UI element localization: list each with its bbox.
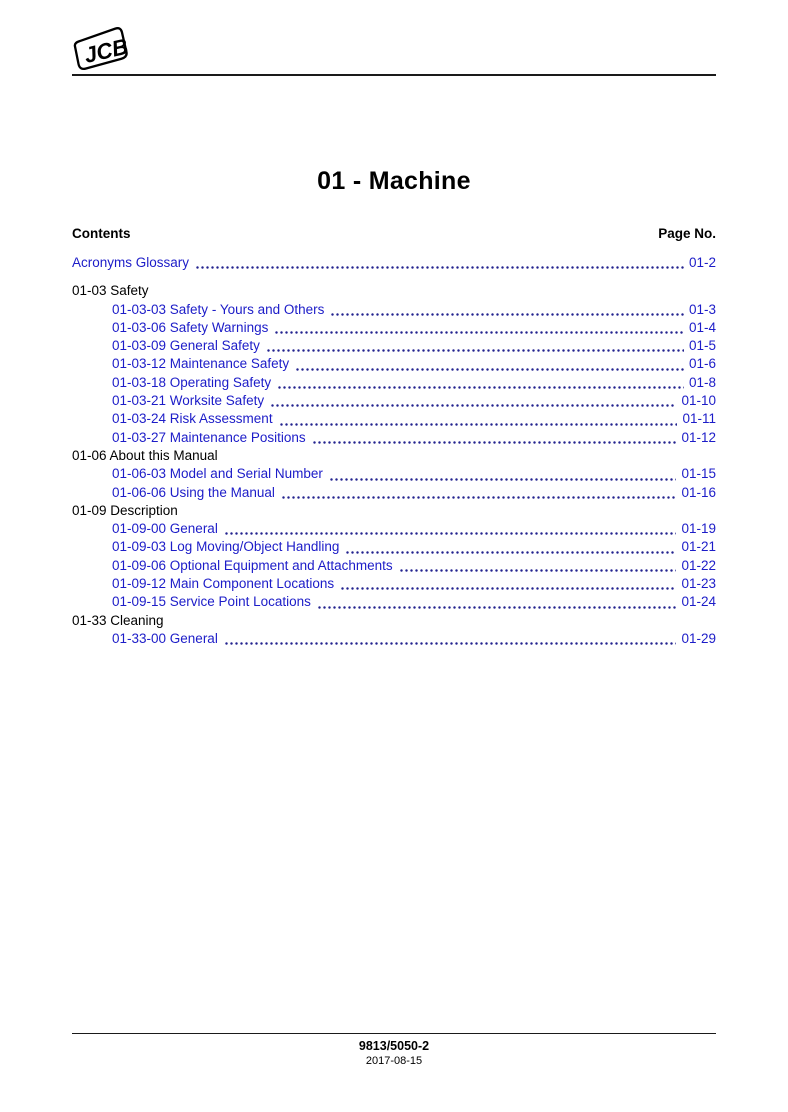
toc-section-heading: 01-03 Safety	[72, 283, 149, 299]
toc-entry-label[interactable]: 01-03-09 General Safety	[112, 338, 260, 354]
page-title: 01 - Machine	[317, 167, 471, 195]
toc-entry-page[interactable]: 01-6	[688, 356, 716, 372]
toc-header	[72, 225, 716, 243]
toc-section	[72, 447, 716, 502]
toc-entry-label[interactable]: 01-03-21 Worksite Safety	[112, 393, 265, 409]
dotted-leader	[330, 313, 684, 316]
toc-entry-page[interactable]: 01-12	[681, 429, 716, 445]
toc-entry[interactable]	[72, 520, 716, 538]
dotted-leader	[340, 587, 676, 590]
toc-entry-label[interactable]: 01-09-15 Service Point Locations	[112, 594, 311, 610]
dotted-leader	[224, 642, 677, 645]
toc-entry-page[interactable]: 01-24	[681, 594, 716, 610]
toc-entry-page[interactable]: 01-29	[681, 630, 716, 646]
toc-entry-label[interactable]: 01-03-27 Maintenance Positions	[112, 429, 306, 445]
footer-rule	[72, 1033, 716, 1034]
dotted-leader	[345, 551, 676, 554]
toc-entry[interactable]	[72, 484, 716, 502]
table-of-contents	[72, 225, 716, 648]
toc-entry[interactable]	[72, 410, 716, 428]
dotted-leader	[399, 569, 677, 572]
toc-entry[interactable]	[72, 538, 716, 556]
toc-entry[interactable]	[72, 392, 716, 410]
toc-section-heading: 01-33 Cleaning	[72, 612, 164, 628]
dotted-leader	[195, 266, 684, 269]
toc-entry[interactable]	[72, 593, 716, 611]
toc-entry-page[interactable]: 01-21	[681, 539, 716, 555]
toc-entry-label[interactable]: Acronyms Glossary	[72, 255, 190, 270]
toc-entry-page[interactable]: 01-11	[682, 411, 716, 427]
dotted-leader	[266, 349, 684, 352]
dotted-leader	[224, 532, 677, 535]
toc-entry[interactable]	[72, 557, 716, 575]
toc-body	[72, 254, 716, 648]
dotted-leader	[329, 478, 677, 481]
dotted-leader	[312, 441, 677, 444]
dotted-leader	[279, 423, 678, 426]
toc-entry-label[interactable]: 01-09-12 Main Component Locations	[112, 576, 335, 592]
dotted-leader	[274, 331, 684, 334]
toc-section-heading: 01-06 About this Manual	[72, 447, 218, 463]
toc-entry-page[interactable]: 01-8	[688, 374, 716, 390]
toc-entry[interactable]	[72, 429, 716, 447]
toc-entry-label[interactable]: 01-03-03 Safety - Yours and Others	[112, 301, 325, 317]
toc-section	[72, 282, 716, 447]
toc-entry-label[interactable]: 01-06-06 Using the Manual	[112, 484, 275, 500]
toc-entry-label[interactable]: 01-03-06 Safety Warnings	[112, 319, 269, 335]
jcb-logo-icon	[71, 25, 133, 73]
dotted-leader	[277, 386, 684, 389]
toc-entry[interactable]	[72, 630, 716, 648]
toc-entry-label[interactable]: 01-03-12 Maintenance Safety	[112, 356, 290, 372]
toc-entry-page[interactable]: 01-19	[681, 521, 716, 537]
toc-entry-page[interactable]: 01-2	[688, 255, 716, 270]
toc-entry-page[interactable]: 01-22	[681, 557, 716, 573]
toc-entry[interactable]	[72, 374, 716, 392]
doc-date: 2017-08-15	[365, 1055, 423, 1067]
jcb-logo	[71, 25, 133, 73]
toc-entry[interactable]	[72, 301, 716, 319]
toc-entry[interactable]	[72, 337, 716, 355]
doc-number: 9813/5050-2	[358, 1039, 430, 1053]
toc-section	[72, 502, 716, 612]
svg-text:JCB: JCB	[81, 33, 131, 69]
toc-entry[interactable]	[72, 575, 716, 593]
toc-entry-label[interactable]: 01-03-18 Operating Safety	[112, 374, 272, 390]
toc-entry-label[interactable]: 01-09-03 Log Moving/Object Handling	[112, 539, 340, 555]
toc-entry-label[interactable]: 01-06-03 Model and Serial Number	[112, 466, 323, 482]
toc-entry[interactable]	[72, 355, 716, 373]
contents-heading: Contents	[72, 226, 131, 241]
toc-entry[interactable]	[72, 465, 716, 483]
toc-entry-page[interactable]: 01-15	[681, 466, 716, 482]
toc-section-heading: 01-09 Description	[72, 502, 178, 518]
toc-entry-label[interactable]: 01-09-06 Optional Equipment and Attachments	[112, 557, 393, 573]
toc-entry-page[interactable]: 01-23	[681, 576, 716, 592]
toc-entry-page[interactable]: 01-3	[688, 301, 716, 317]
toc-entry[interactable]	[72, 319, 716, 337]
dotted-leader	[317, 606, 677, 609]
toc-entry-label[interactable]: 01-03-24 Risk Assessment	[112, 411, 273, 427]
dotted-leader	[295, 368, 684, 371]
toc-entry[interactable]	[72, 254, 716, 272]
page-no-heading: Page No.	[658, 226, 716, 241]
toc-section	[72, 612, 716, 649]
dotted-leader	[281, 496, 677, 499]
toc-entry-page[interactable]: 01-10	[681, 393, 716, 409]
page-footer	[72, 1033, 716, 1068]
toc-entry-label[interactable]: 01-33-00 General	[112, 630, 218, 646]
toc-entry-page[interactable]: 01-16	[681, 484, 716, 500]
toc-entry-page[interactable]: 01-4	[688, 319, 716, 335]
dotted-leader	[270, 404, 676, 407]
toc-entry-label[interactable]: 01-09-00 General	[112, 521, 218, 537]
toc-entry-page[interactable]: 01-5	[688, 338, 716, 354]
header-rule	[72, 74, 716, 76]
